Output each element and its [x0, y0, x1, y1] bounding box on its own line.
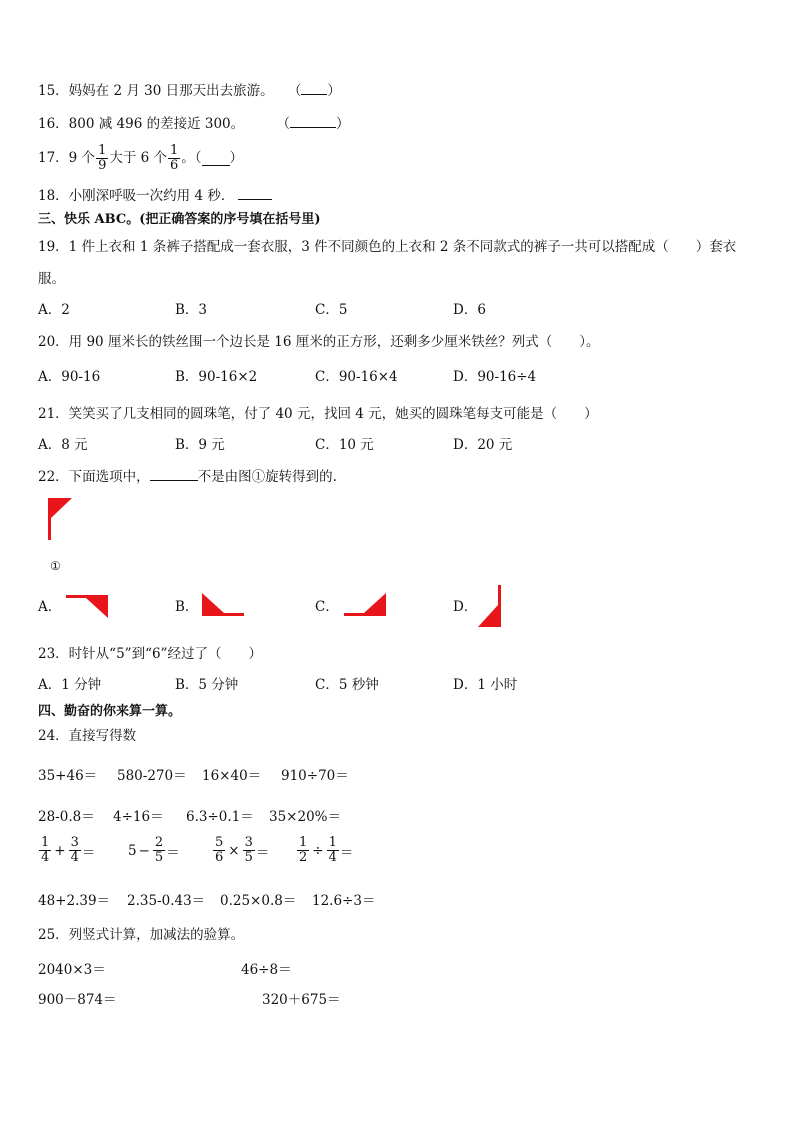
q17-end: 。（ — [181, 150, 202, 166]
q24-title: 24．直接写得数 — [38, 728, 137, 744]
q16-paren-close: ） — [335, 116, 350, 132]
q24-r1-item-4: 910÷70＝ — [281, 768, 349, 784]
q24-r2-item-1: 28-0.8＝ — [38, 809, 95, 825]
frac-a — [39, 836, 51, 865]
q24-r4-item-1: 48+2.39＝ — [38, 893, 111, 909]
q19-option-d[interactable]: D．6 — [453, 302, 486, 318]
q16-text: 16．800 减 496 的差接近 300。 — [38, 116, 245, 132]
numerator: 1 — [328, 835, 337, 850]
q23-text: 23．时针从“5”到“6”经过了（ ） — [38, 646, 262, 662]
flag-triangle — [51, 498, 72, 518]
q23-option-b[interactable]: B．5 分钟 — [175, 677, 239, 693]
q24-r3-item-3 — [212, 836, 269, 865]
frac-b — [243, 836, 255, 865]
q21-option-a[interactable]: A．8 元 — [38, 437, 88, 453]
question-18 — [38, 187, 272, 205]
q23-option-d[interactable]: D．1 小时 — [453, 677, 518, 693]
q17-f2-numerator: 1 — [170, 142, 179, 158]
q25-title: 25．列竖式计算，加减法的验算。 — [38, 927, 245, 943]
frac-b — [153, 836, 165, 865]
denominator: 5 — [154, 850, 164, 865]
q24-r2-item-3: 6.3÷0.1＝ — [186, 809, 254, 825]
q19-option-c[interactable]: C．5 — [315, 302, 348, 318]
q22-option-b-figure[interactable] — [202, 593, 246, 617]
q23-option-c[interactable]: C．5 秒钟 — [315, 677, 379, 693]
section-3-title: 三、快乐 ABC。(把正确答案的序号填在括号里) — [38, 212, 321, 227]
q19-line-2: 服。 — [38, 271, 65, 287]
option-d-pole — [498, 585, 501, 627]
q16-answer-blank[interactable] — [290, 115, 336, 128]
equals: ＝ — [255, 844, 270, 861]
frac-b — [69, 836, 81, 865]
denominator: 5 — [244, 850, 253, 865]
q22-option-c-figure[interactable] — [344, 593, 388, 617]
option-b-bar — [202, 613, 244, 616]
q24-r4-item-3: 0.25×0.8＝ — [220, 893, 297, 909]
question-17 — [38, 140, 243, 176]
numerator: 3 — [244, 835, 253, 850]
section-4-title: 四、勤奋的你来算一算。 — [38, 704, 182, 719]
q17-answer-blank[interactable] — [202, 151, 230, 166]
whole-number: 5 — [128, 842, 137, 859]
numerator: 5 — [215, 835, 224, 850]
q21-text: 21．笑笑买了几支相同的圆珠笔，付了 40 元，找回 4 元，她买的圆珠笔每支可能是（ ） — [38, 406, 598, 422]
q24-r4-item-2: 2.35-0.43＝ — [127, 893, 206, 909]
q25-item-4: 320＋675＝ — [262, 992, 341, 1008]
option-c-triangle — [364, 593, 386, 613]
q22-option-c[interactable]: C． — [315, 599, 339, 615]
q22-option-b[interactable]: B． — [175, 599, 199, 615]
q17-close: ） — [229, 150, 244, 166]
operator: + — [54, 842, 66, 859]
q19-option-b[interactable]: B．3 — [175, 302, 208, 318]
q15-paren-open: （ — [287, 83, 302, 99]
equals: ＝ — [339, 844, 354, 861]
denominator: 2 — [299, 850, 308, 865]
q17-fraction-1 — [96, 144, 108, 173]
q22-flag-figure — [48, 498, 78, 542]
denominator: 4 — [328, 850, 337, 865]
q25-item-3: 900－874＝ — [38, 992, 117, 1008]
q24-r1-item-3: 16×40＝ — [202, 768, 262, 784]
option-d-triangle — [478, 605, 498, 627]
q17-middle: 大于 6 个 — [109, 150, 168, 166]
q24-r4-item-4: 12.6÷3＝ — [312, 893, 376, 909]
q24-r1-item-1: 35+46＝ — [38, 768, 98, 784]
denominator: 4 — [41, 850, 50, 865]
q25-item-2: 46÷8＝ — [241, 962, 292, 978]
q19-option-a[interactable]: A．2 — [38, 302, 70, 318]
q20-option-b[interactable]: B．90-16×2 — [175, 369, 258, 385]
q17-f1-denominator: 9 — [98, 157, 107, 173]
q18-text: 18．小刚深呼吸一次约用 4 秒． — [38, 188, 235, 204]
q21-option-b[interactable]: B．9 元 — [175, 437, 225, 453]
q24-r2-item-4: 35×20%＝ — [269, 809, 341, 825]
q20-option-a[interactable]: A．90-16 — [38, 369, 101, 385]
q15-text: 15．妈妈在 2 月 30 日那天出去旅游。 — [38, 83, 274, 99]
q21-option-d[interactable]: D．20 元 — [453, 437, 513, 453]
question-15 — [38, 82, 341, 100]
denominator: 4 — [70, 850, 79, 865]
q17-fraction-2 — [168, 144, 180, 173]
question-22 — [38, 468, 337, 486]
q24-r2-item-2: 4÷16＝ — [113, 809, 164, 825]
q24-r1-item-2: 580-270＝ — [117, 768, 187, 784]
numerator: 1 — [41, 835, 50, 850]
frac-a — [297, 836, 309, 865]
q22-figure-label: ① — [50, 559, 61, 573]
q22-option-a-figure[interactable] — [66, 595, 110, 619]
q15-paren-close: ） — [327, 83, 341, 99]
operator: × — [228, 842, 240, 859]
equals: ＝ — [81, 844, 96, 861]
option-a-triangle — [86, 598, 108, 618]
q15-answer-blank[interactable] — [301, 82, 327, 95]
frac-b — [327, 836, 339, 865]
q23-option-a[interactable]: A．1 分钟 — [38, 677, 102, 693]
operator: ÷ — [312, 842, 324, 859]
q19-line-1: 19．1 件上衣和 1 条裤子搭配成一套衣服，3 件不同颜色的上衣和 2 条不同款式的裤子一共可以搭配成（ ）套衣 — [38, 239, 737, 255]
q24-r3-item-1 — [38, 836, 95, 865]
q24-r3-item-2 — [128, 836, 180, 865]
q16-paren-open: （ — [276, 116, 290, 132]
numerator: 3 — [70, 835, 79, 850]
equals: ＝ — [166, 844, 180, 861]
q17-f1-numerator: 1 — [98, 142, 107, 158]
q22-answer-blank[interactable] — [150, 468, 198, 481]
option-c-bar — [344, 613, 386, 616]
q20-option-c[interactable]: C．90-16×4 — [315, 369, 398, 385]
q17-f2-denominator: 6 — [170, 157, 179, 173]
option-b-triangle — [202, 593, 224, 613]
q22-prefix: 22．下面选项中， — [38, 469, 150, 485]
q22-suffix: 不是由图①旋转得到的. — [197, 469, 337, 485]
option-a-bar — [66, 595, 108, 598]
q17-prefix: 17．9 个 — [38, 150, 96, 166]
q20-option-d[interactable]: D．90-16÷4 — [453, 369, 537, 385]
q24-r3-item-4 — [296, 836, 353, 865]
frac-a — [213, 836, 225, 865]
q22-option-a[interactable]: A． — [38, 599, 62, 615]
denominator: 6 — [215, 850, 224, 865]
q21-option-c[interactable]: C．10 元 — [315, 437, 374, 453]
q20-text: 20．用 90 厘米长的铁丝围一个边长是 16 厘米的正方形，还剩多少厘米铁丝？列式（ ）。 — [38, 334, 600, 350]
operator: − — [138, 842, 150, 859]
q22-option-d[interactable]: D． — [453, 599, 478, 615]
flag-pole — [48, 498, 51, 540]
question-16 — [38, 115, 349, 133]
q18-answer-blank[interactable] — [238, 187, 272, 200]
q22-option-d-figure[interactable] — [478, 585, 504, 629]
numerator: 1 — [299, 835, 308, 850]
numerator: 2 — [154, 835, 164, 850]
q25-item-1: 2040×3＝ — [38, 962, 106, 978]
